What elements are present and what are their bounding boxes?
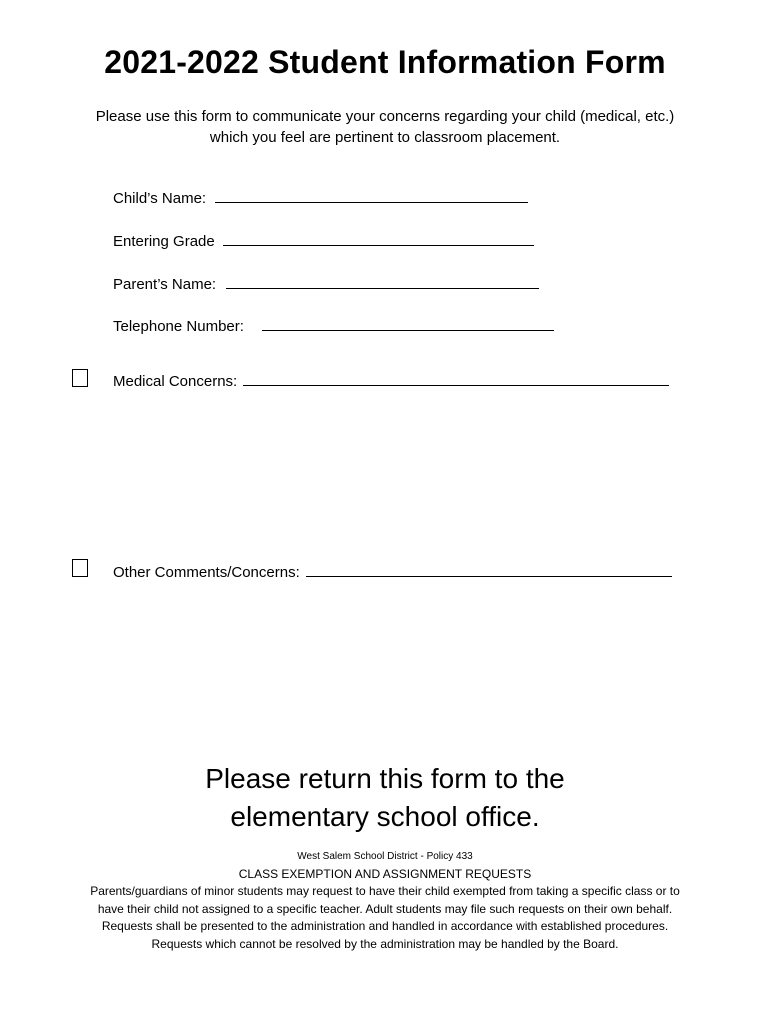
telephone-label: Telephone Number:	[113, 318, 244, 335]
return-instructions	[0, 760, 770, 836]
entering-grade-line[interactable]	[223, 244, 534, 246]
parent-name-line[interactable]	[226, 287, 539, 289]
policy-line-1: Parents/guardians of minor students may request to have their child exempted from taking a specific class or to	[90, 884, 680, 898]
form-intro	[60, 106, 710, 148]
other-concerns-label: Other Comments/Concerns:	[113, 564, 300, 581]
medical-concerns-checkbox[interactable]	[72, 369, 88, 387]
telephone-line[interactable]	[262, 329, 554, 331]
medical-concerns-line[interactable]	[243, 384, 669, 386]
other-concerns-line[interactable]	[306, 575, 672, 577]
form-title: 2021-2022 Student Information Form	[104, 44, 666, 80]
return-line-1: Please return this form to the	[205, 763, 565, 794]
child-name-line[interactable]	[215, 201, 528, 203]
intro-line-1: Please use this form to communicate your concerns regarding your child (medical, etc.)	[95, 108, 675, 125]
policy-line-2: have their child not assigned to a specific teacher. Adult students may file such requests on their own behalf.	[97, 901, 673, 916]
child-name-label: Child’s Name:	[113, 190, 207, 207]
medical-concerns-label: Medical Concerns:	[113, 373, 238, 390]
entering-grade-field[interactable]	[113, 233, 534, 250]
entering-grade-label: Entering Grade	[113, 233, 215, 250]
medical-concerns-field[interactable]	[113, 373, 669, 390]
parent-name-field[interactable]	[113, 276, 539, 293]
parent-name-label: Parent’s Name:	[113, 276, 217, 293]
policy-line-4: Requests which cannot be resolved by the administration may be handled by the Board.	[151, 936, 619, 951]
other-concerns-checkbox[interactable]	[72, 559, 88, 577]
policy-title: CLASS EXEMPTION AND ASSIGNMENT REQUESTS	[238, 866, 532, 881]
policy-notice	[60, 848, 710, 953]
policy-line-3: Requests shall be presented to the administration and handled in accordance with established procedures.	[101, 919, 669, 933]
telephone-field[interactable]	[113, 318, 554, 335]
policy-reference: West Salem School District - Policy 433	[297, 851, 473, 862]
intro-line-2: which you feel are pertinent to classroom placement.	[209, 129, 561, 146]
child-name-field[interactable]	[113, 190, 528, 207]
other-concerns-field[interactable]	[113, 564, 672, 581]
return-line-2: elementary school office.	[230, 801, 540, 832]
